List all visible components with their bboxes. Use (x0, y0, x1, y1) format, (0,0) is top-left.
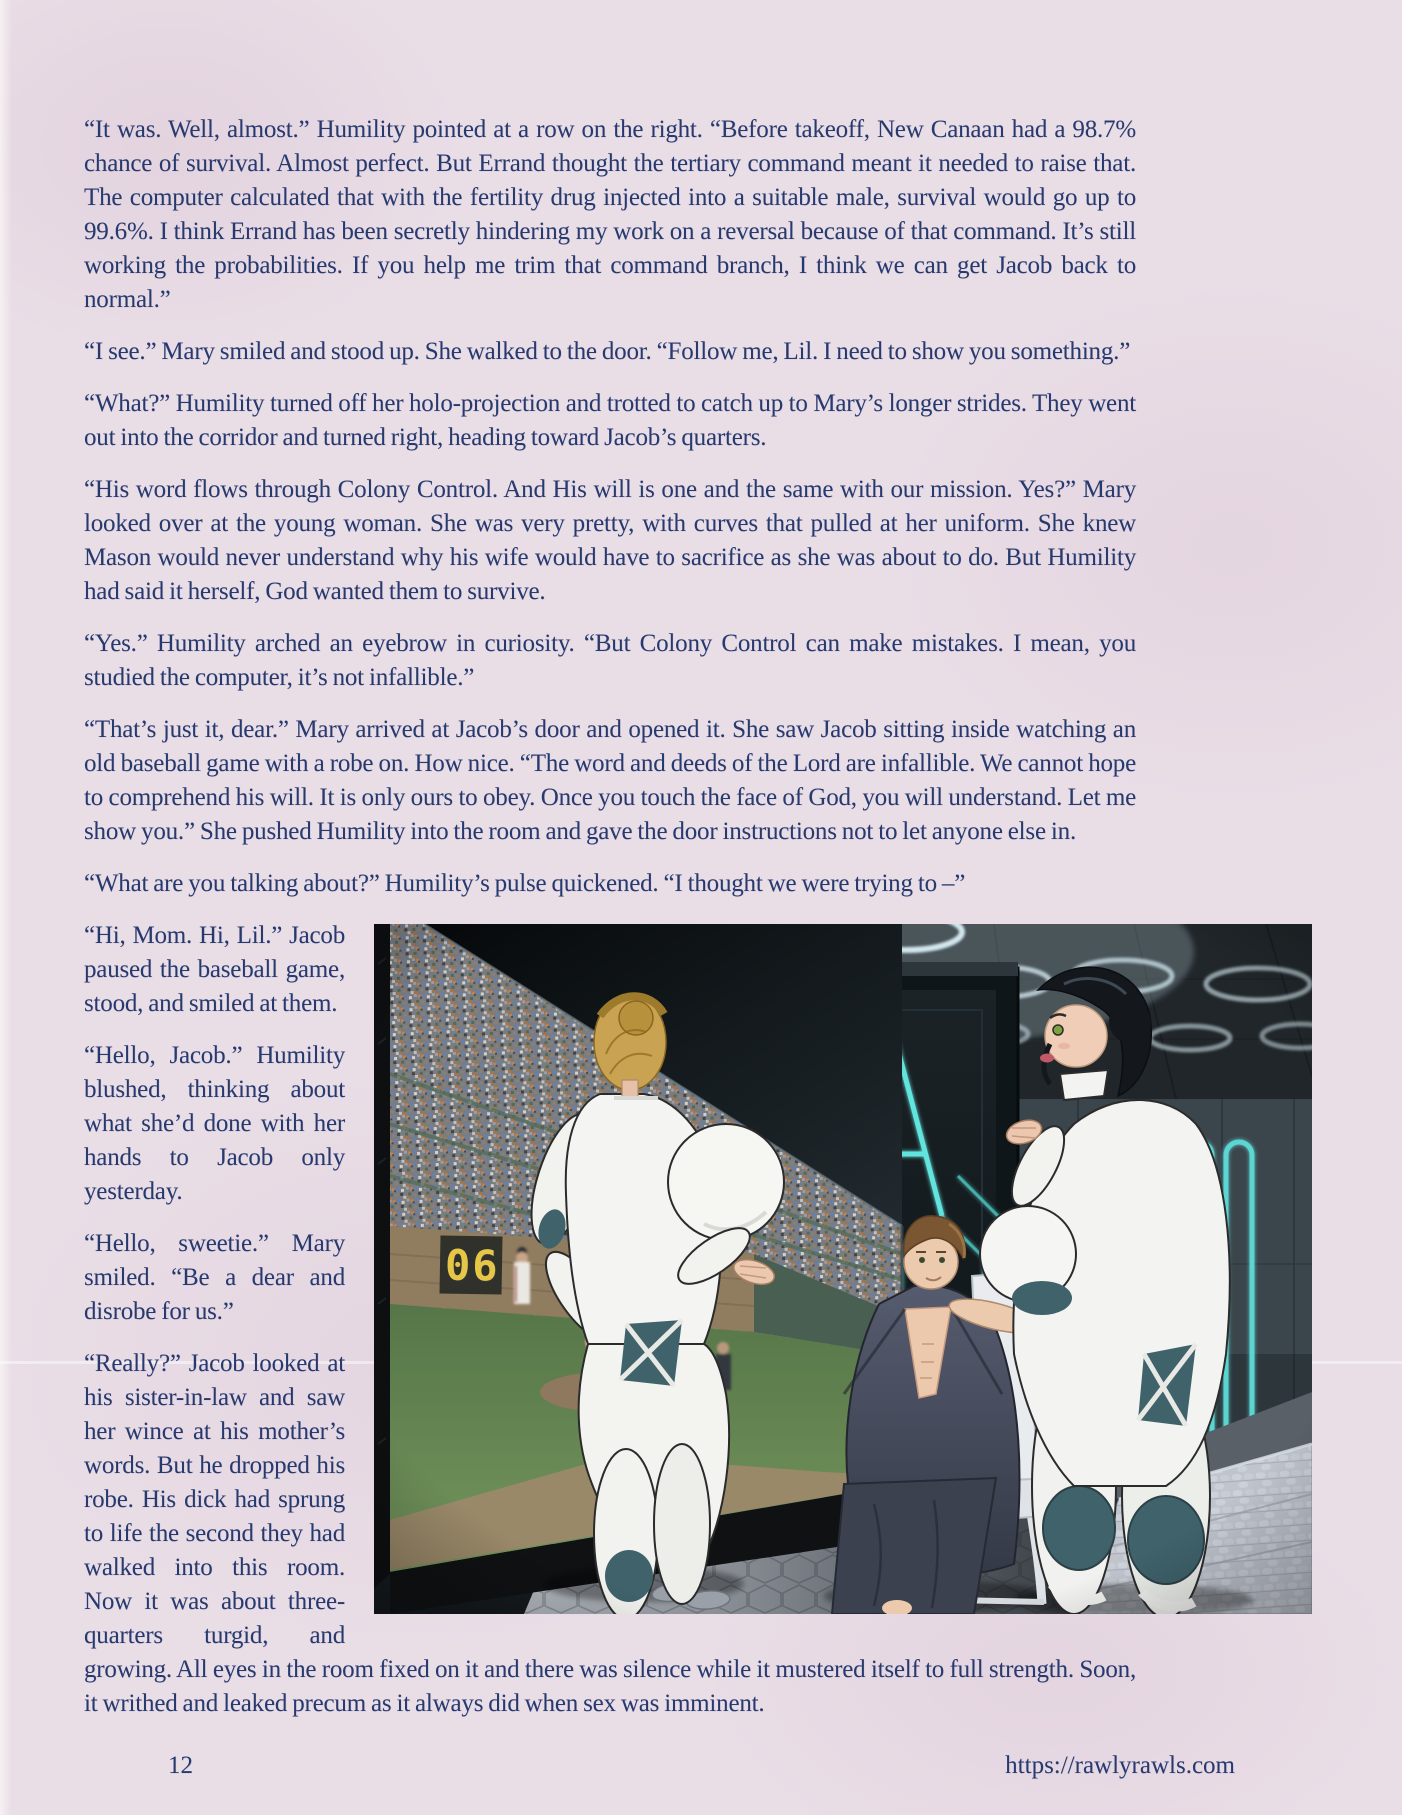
paragraph: “That’s just it, dear.” Mary arrived at Jacob’s door and opened it. She saw Jacob sitting inside watching an old baseball game with a robe on. How nice. “The word and deeds of the Lord are infallible. We cannot hope to comprehend his will. It is only ours to obey. Once you touch the face of God, you will understand. Let me show you.” She pushed Humility into the room and gave the door instructions not to let anyone else in. (84, 716, 1136, 845)
vignette (374, 924, 1312, 1614)
story-text (84, 113, 1136, 1739)
paragraph: “Hello, sweetie.” Mary smiled. “Be a dear and disrobe for us.” (84, 1230, 345, 1325)
page-footer (168, 1749, 1235, 1783)
scifi-room-artwork (374, 924, 1312, 1614)
site-url: https://rawlyrawls.com (1005, 1752, 1235, 1779)
paragraph: “His word flows through Colony Control. And His will is one and the same with our mission. Yes?” Mary looked over at the young woman. She was very pretty, with curves that pulled at her uniform. She knew Mason would never understand why his wife would have to sacrifice as she was about to do. But Humility had said it herself, God wanted them to survive. (84, 476, 1136, 605)
paragraph: “Hello, Jacob.” Humility blushed, thinking about what she’d done with her hands to Jacob only yesterday. (84, 1042, 345, 1205)
story-illustration (374, 924, 1312, 1614)
page-number: 12 (168, 1752, 193, 1779)
paragraph: “Yes.” Humility arched an eyebrow in curiosity. “But Colony Control can make mistakes. I mean, you studied the computer, it’s not infallible.” (84, 630, 1136, 691)
page-edge-strip (0, 0, 12, 1815)
wrap-section (84, 919, 1136, 1721)
paragraph: “Hi, Mom. Hi, Lil.” Jacob paused the baseball game, stood, and smiled at them. (84, 922, 345, 1017)
paragraph: “What are you talking about?” Humility’s pulse quickened. “I thought we were trying to –” (84, 870, 966, 897)
paragraph: “What?” Humility turned off her holo-projection and trotted to catch up to Mary’s longer strides. They went out into the corridor and turned right, heading toward Jacob’s quarters. (84, 390, 1136, 451)
paragraph: “Really?” Jacob looked at his sister-in-law and saw her wince at his mother’s words. But he dropped his robe. His dick had sprung to life the second they had walked into this room. Now it was about three-quarters turgid, and growing. All eyes in the room fixed on it and there was silence while it mustered itself to full strength. Soon, it writhed and leaked precum as it always did when sex was imminent. (84, 1350, 1136, 1717)
paragraph: “It was. Well, almost.” Humility pointed at a row on the right. “Before takeoff, New Canaan had a 98.7% chance of survival. Almost perfect. But Errand thought the tertiary command meant it needed to raise that. The computer calculated that with the fertility drug injected into a suitable male, survival would go up to 99.6%. I think Errand has been secretly hindering my work on a reversal because of that command. It’s still working the probabilities. If you help me trim that command branch, I think we can get Jacob back to normal.” (84, 116, 1136, 313)
paragraph: “I see.” Mary smiled and stood up. She walked to the door. “Follow me, Lil. I need to show you something.” (84, 338, 1131, 365)
